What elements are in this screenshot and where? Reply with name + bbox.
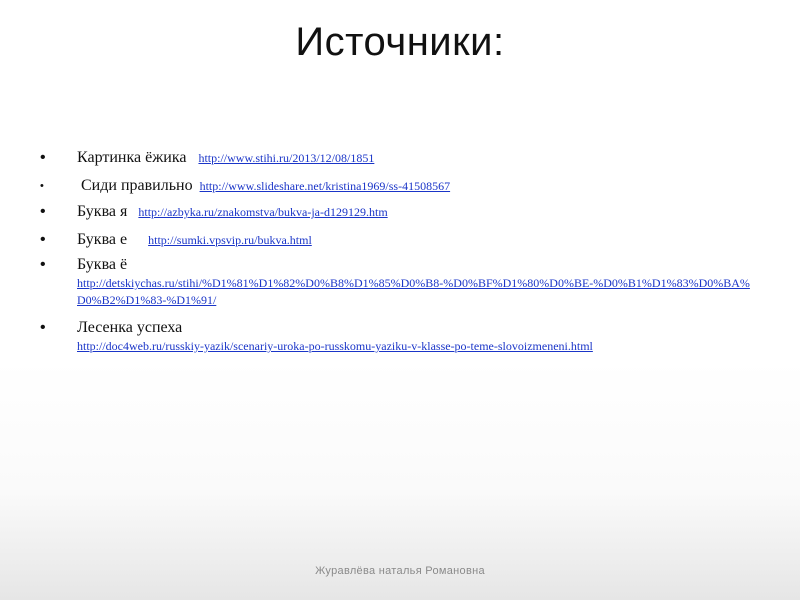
source-item — [40, 148, 770, 176]
source-item — [40, 202, 770, 230]
bullet-icon: • — [40, 231, 46, 248]
bullet-icon: • — [40, 180, 44, 192]
bullet-icon: • — [40, 256, 46, 273]
source-link[interactable]: http://www.stihi.ru/2013/12/08/1851 — [198, 151, 375, 165]
source-label: Буква ё — [77, 256, 128, 273]
source-item — [40, 318, 770, 355]
source-item — [40, 176, 770, 202]
source-item — [40, 255, 770, 318]
sources-list — [40, 148, 770, 355]
bullet-icon: • — [40, 319, 46, 336]
source-link[interactable]: http://doc4web.ru/russkiy-yazik/scenariy-uroka-po-russkomu-yaziku-v-klasse-po-teme-slovoizmeneni.html — [77, 339, 593, 353]
bullet-icon: • — [40, 203, 46, 220]
source-label: Лесенка успеха — [77, 319, 183, 336]
source-label: Буква е — [77, 231, 128, 248]
source-link[interactable]: http://azbyka.ru/znakomstva/bukva-ja-d129129.htm — [138, 205, 388, 219]
source-label: Буква я — [77, 203, 128, 220]
source-link[interactable]: http://sumki.vpsvip.ru/bukva.html — [148, 233, 312, 247]
source-link[interactable]: http://detskiychas.ru/stihi/%D1%81%D1%82%D0%B8%D1%85%D0%B8-%D0%BF%D1%80%D0%BE-%D0%B1%D1%83%D0%BA%D0%B2%D1%83-%D1%91/ — [77, 276, 750, 307]
source-label: Сиди правильно — [81, 177, 193, 194]
slide-title: Источники: — [295, 20, 505, 64]
source-label: Картинка ёжика — [77, 149, 187, 166]
source-link[interactable]: http://www.slideshare.net/kristina1969/ss-41508567 — [199, 179, 451, 193]
source-item — [40, 230, 770, 255]
author-footer: Журавлёва наталья Романовна — [315, 565, 485, 577]
bullet-icon: • — [40, 149, 46, 166]
